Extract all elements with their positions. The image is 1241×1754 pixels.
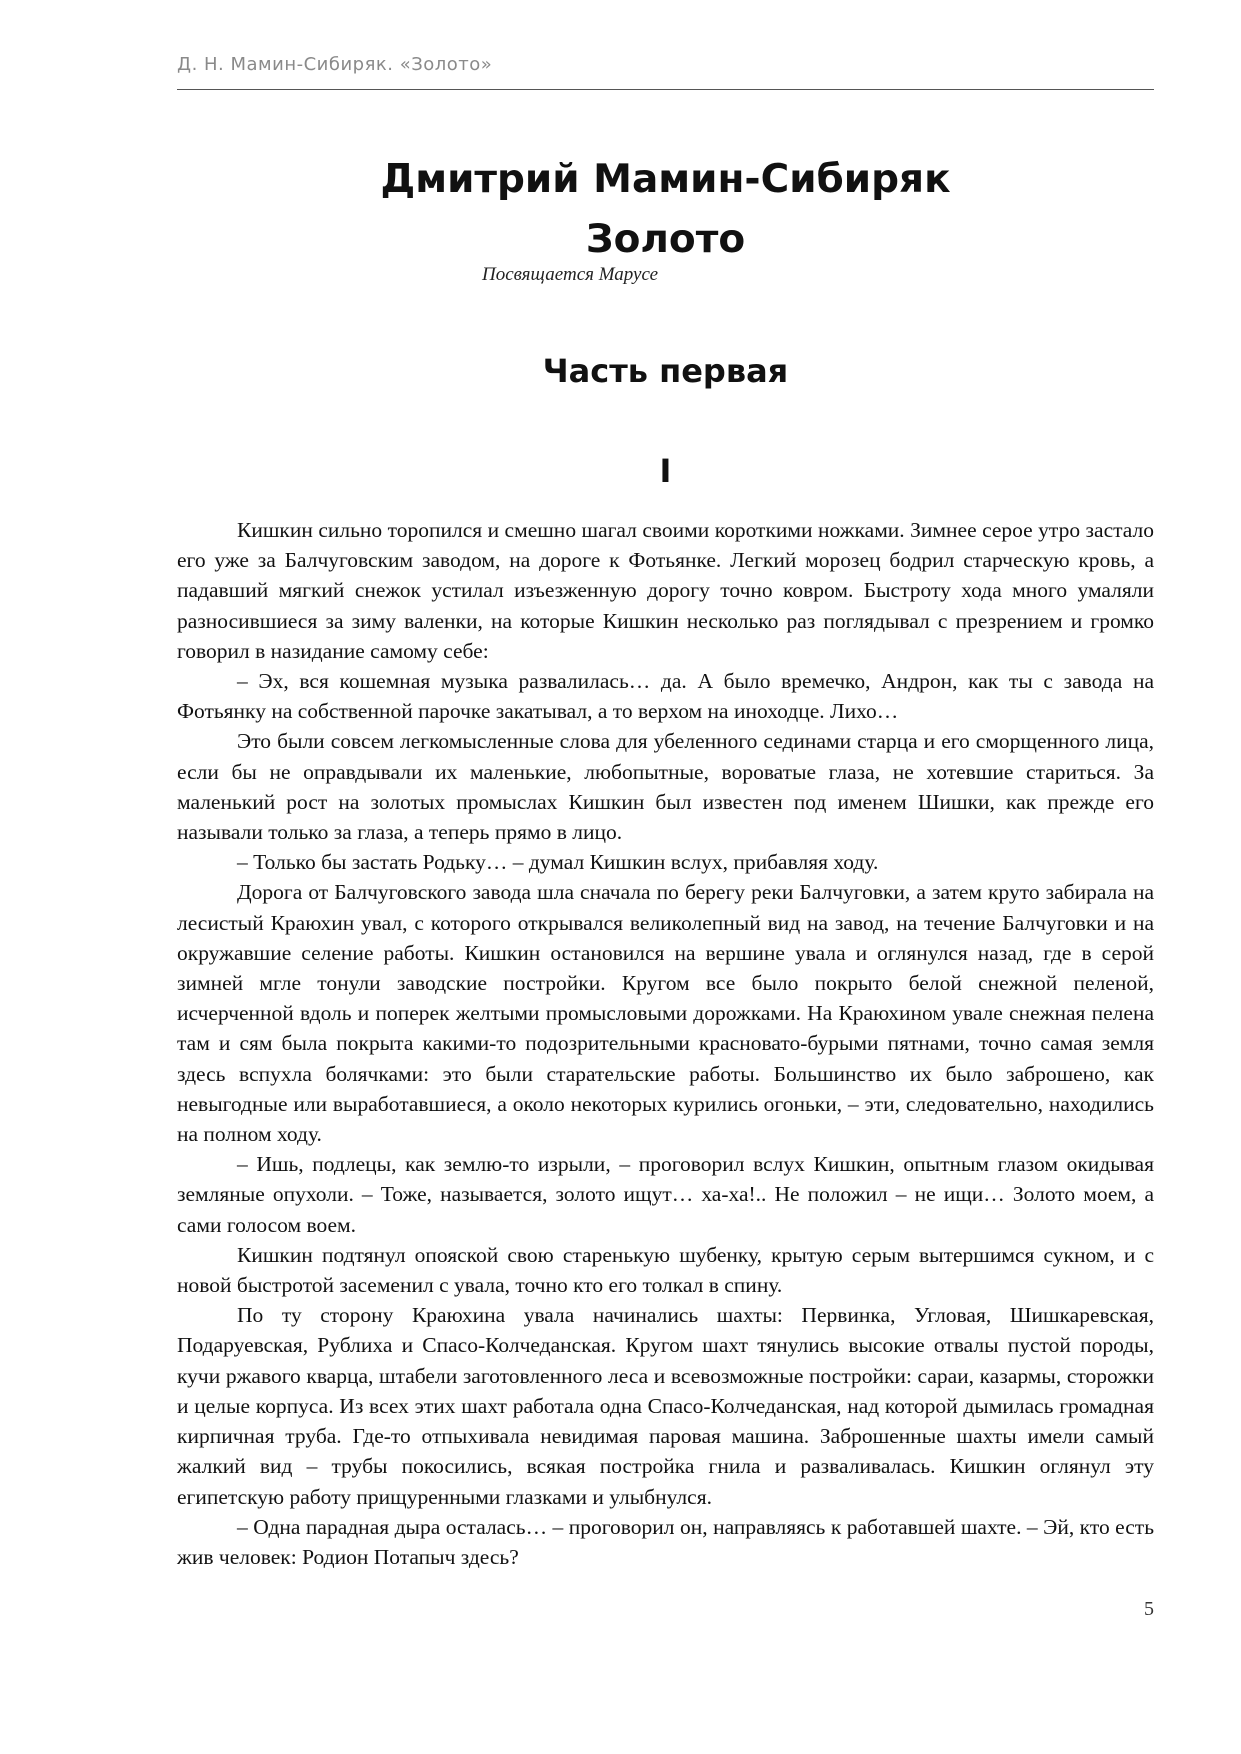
part-heading: Часть первая bbox=[542, 352, 789, 390]
dedication: Посвящается Марусе bbox=[482, 264, 659, 285]
body-text bbox=[177, 515, 1154, 1572]
paragraph: – Эх, вся кошемная музыка развалилась… да. А было времечко, Андрон, как ты с завода на Фотьянку на собственной парочке закатывал, а то верхом на иноходце. Лихо… bbox=[177, 669, 1154, 724]
author-name: Дмитрий Мамин-Сибиряк bbox=[380, 157, 951, 202]
paragraph: Дорога от Балчуговского завода шла сначала по берегу реки Балчуговки, а затем круто забирала на лесистый Краюхин увал, с которого открывался великолепный вид на завод, на течение Балчуговки и на окружавшие селение работы. Кишкин остановился на вершине увала и оглянулся назад, где в серой зимней мгле тонули заводские постройки. Кругом все было покрыто белой снежной пеленой, исчерченной вдоль и поперек желтыми промысловыми дорожками. На Краюхином увале снежная пелена там и сям была покрыта какими-то подозрительными красновато-бурыми пятнами, точно самая земля здесь вспухла болячками: это были старательские работы. Большинство их было заброшено, как невыгодные или выработавшиеся, а около некоторых курились огоньки, – эти, следовательно, находились на полном ходу. bbox=[177, 880, 1154, 1147]
chapter-number: I bbox=[659, 452, 672, 490]
title-block bbox=[177, 150, 1154, 270]
header-rule bbox=[177, 89, 1154, 90]
paragraph: Кишкин сильно торопился и смешно шагал своими короткими ножками. Зимнее серое утро застало его уже за Балчуговским заводом, на дороге к Фотьянке. Легкий морозец бодрил старческую кровь, а падавший мягкий снежок устилал изъезженную дорогу точно ковром. Быстроту хода много умаляли разносившиеся за зиму валенки, на которые Кишкин несколько раз поглядывал с презрением и громко говорил в назидание самому себе: bbox=[177, 518, 1154, 663]
paragraph: Это были совсем легкомысленные слова для убеленного сединами старца и его сморщенного лица, если бы не оправдывали их маленькие, любопытные, вороватые глаза, не хотевшие стариться. За маленький рост на золотых промыслах Кишкин был известен под именем Шишки, как прежде его называли только за глаза, а теперь прямо в лицо. bbox=[177, 729, 1154, 845]
paragraph: – Только бы застать Родьку… – думал Кишкин вслух, прибавляя ходу. bbox=[237, 850, 879, 875]
work-title: Золото bbox=[585, 217, 746, 262]
paragraph: – Ишь, подлецы, как землю-то изрыли, – проговорил вслух Кишкин, опытным глазом окидывая земляные опухоли. – Тоже, называется, золото ищут… ха-ха!.. Не положил – не ищи… Золото моем, а сами голосом воем. bbox=[177, 1152, 1154, 1237]
paragraph: По ту сторону Краюхина увала начинались шахты: Первинка, Угловая, Шишкаревская, Подаруевская, Рублиха и Спасо-Колчеданская. Кругом шахт тянулись высокие отвалы пустой породы, кучи ржавого кварца, штабели заготовленного леса и всевозможные постройки: сараи, казармы, сторожки и целые корпуса. Из всех этих шахт работала одна Спасо-Колчеданская, над которой дымилась громадная кирпичная труба. Где-то отпыхивала невидимая паровая машина. Заброшенные шахты имели самый жалкий вид – трубы покосились, всякая постройка гнила и разваливалась. Кишкин оглянул эту египетскую работу прищуренными глазками и улыбнулся. bbox=[177, 1303, 1154, 1509]
paragraph: Кишкин подтянул опояской свою старенькую шубенку, крытую серым вытершимся сукном, и с новой быстротой засеменил с увала, точно кто его толкал в спину. bbox=[177, 1242, 1154, 1298]
running-header: Д. Н. Мамин-Сибиряк. «Золото» bbox=[177, 54, 493, 75]
paragraph: – Одна парадная дыра осталась… – проговорил он, направляясь к работавшей шахте. – Эй, кто есть жив человек: Родион Потапыч здесь? bbox=[177, 1514, 1154, 1569]
page-number: 5 bbox=[1144, 1598, 1154, 1620]
